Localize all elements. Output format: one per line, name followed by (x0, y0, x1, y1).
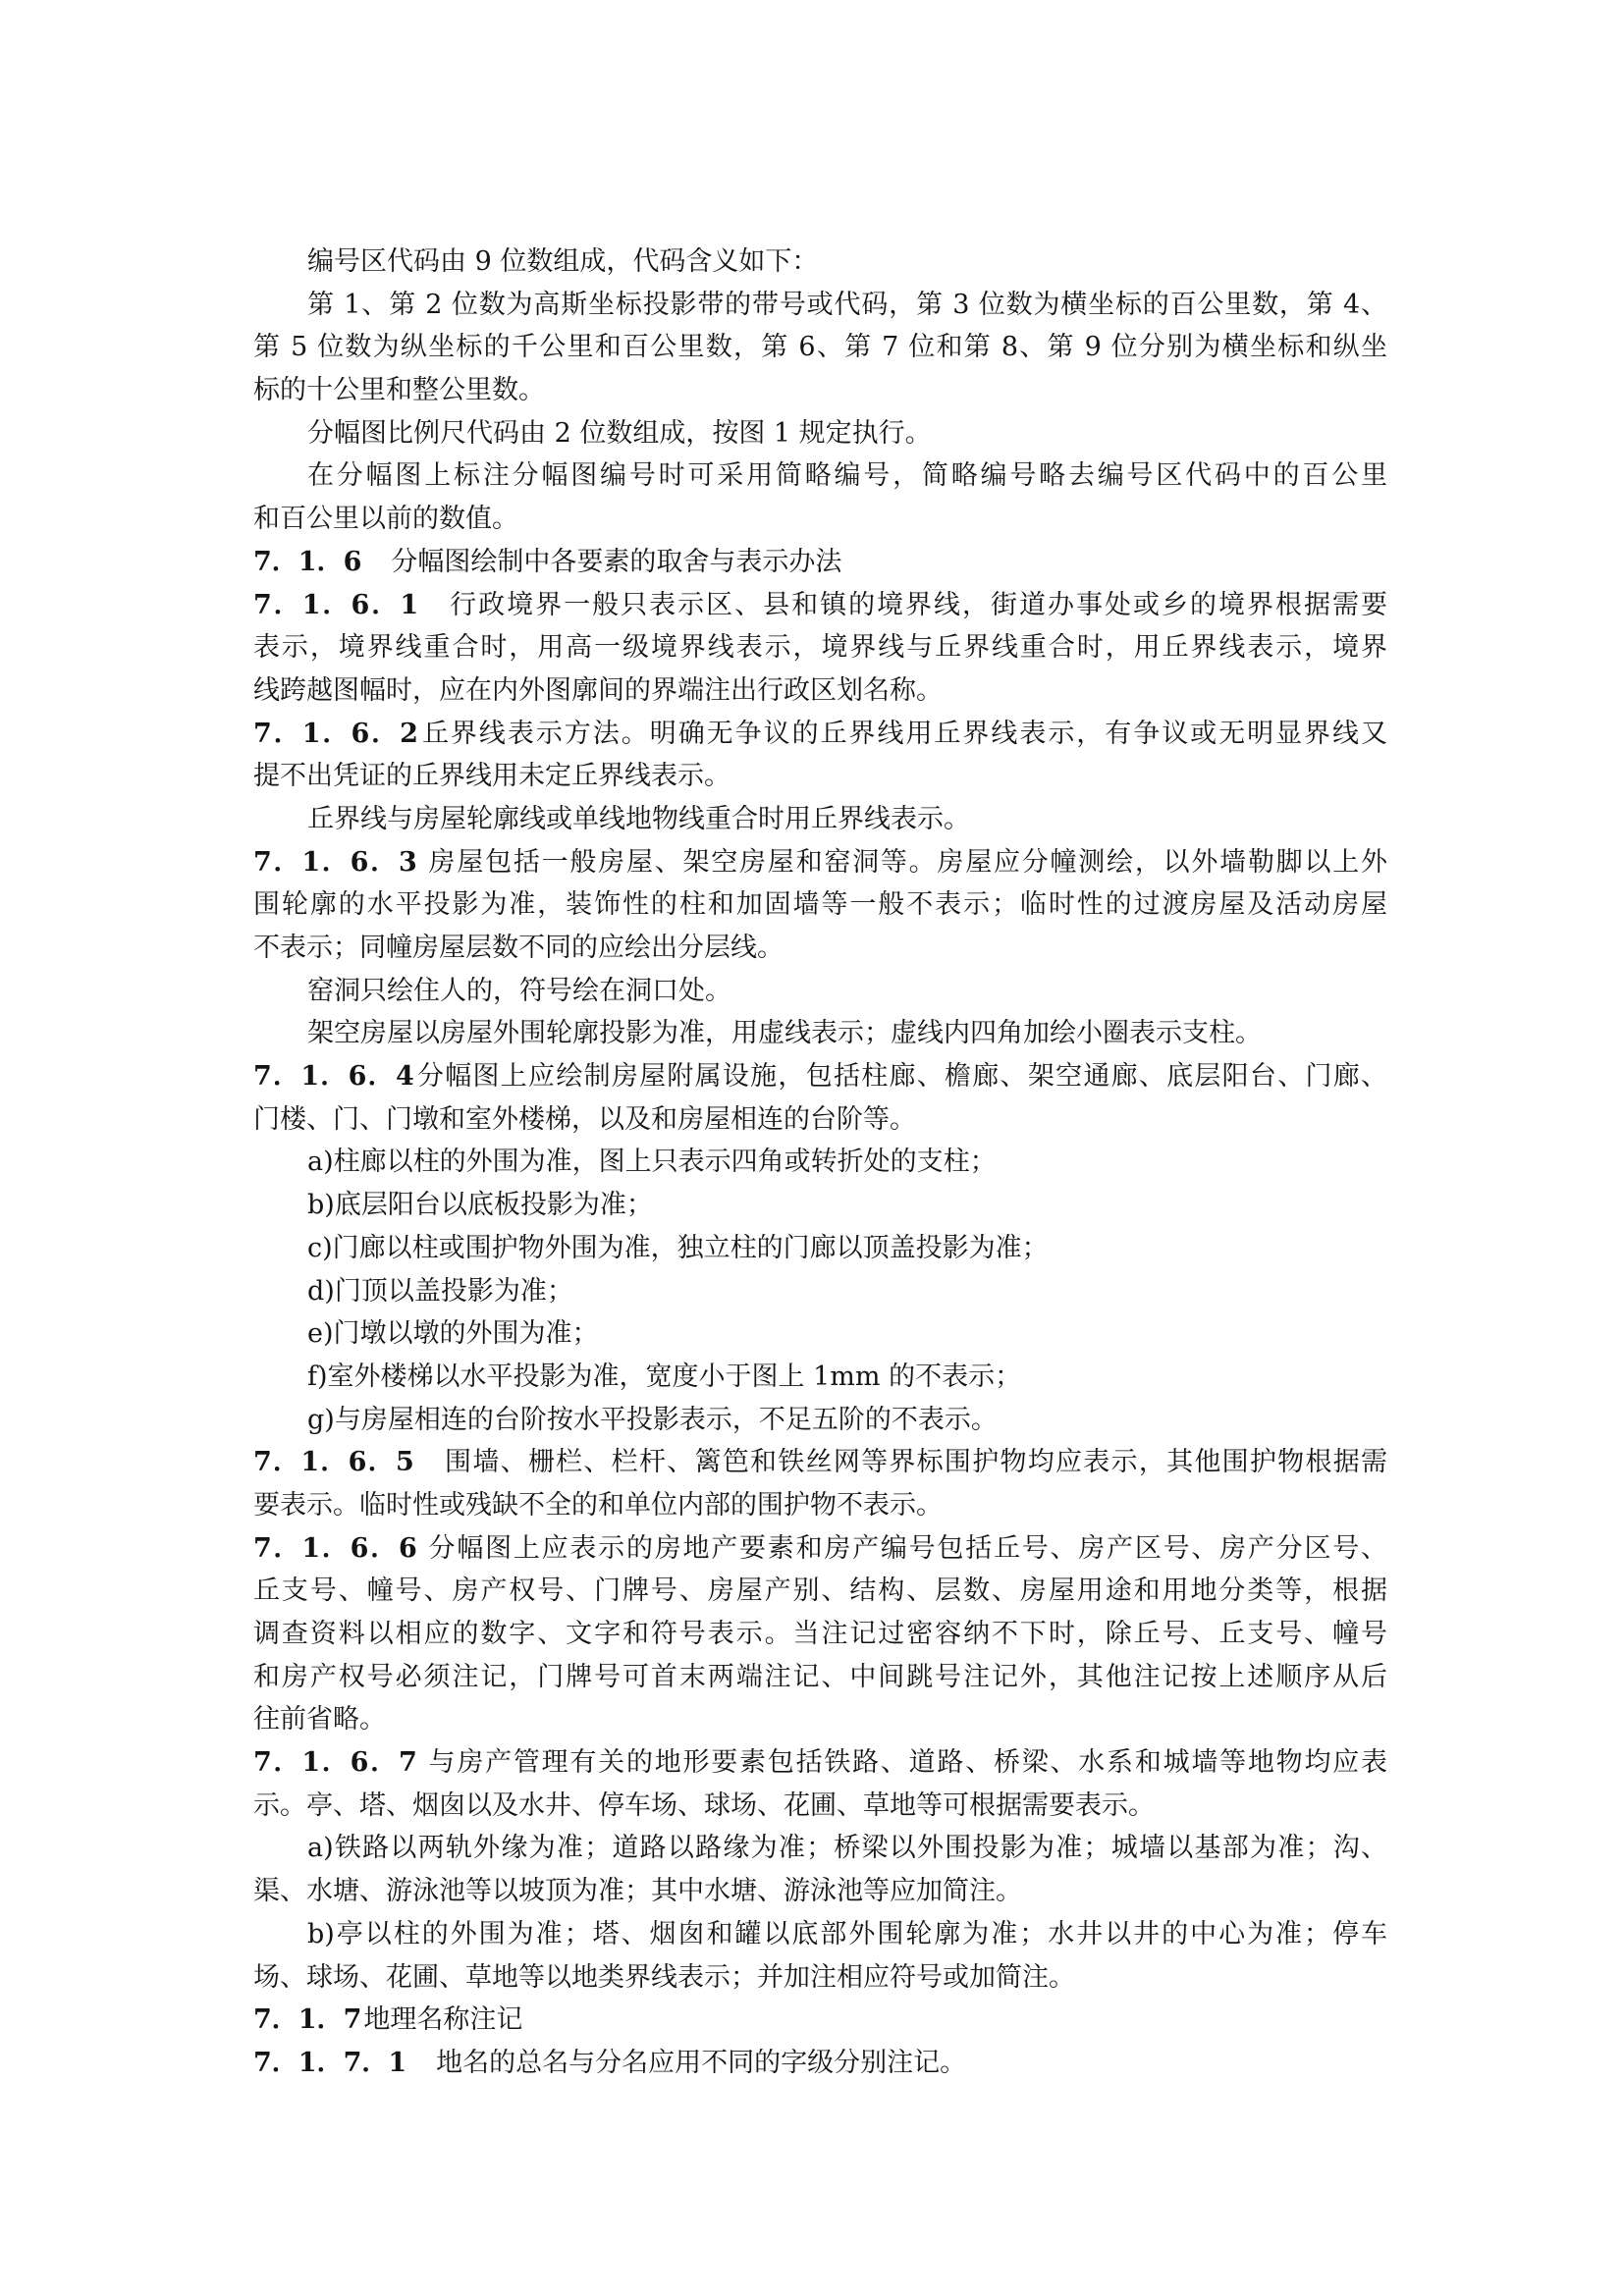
list-item (253, 1913, 1387, 1956)
line-text: 分幅图上应表示的房地产要素和房产编号包括丘号、房产区号、房产分区号、 (426, 1532, 1387, 1564)
text-line (253, 841, 1387, 884)
text-line (253, 669, 1387, 713)
text-line (253, 1870, 1387, 1913)
list-item (253, 1184, 1387, 1227)
text-line (253, 1741, 1387, 1785)
text-line (253, 412, 1387, 455)
line-text: 行政境界一般只表示区、县和镇的境界线，街道办事处或乡的境界根据需要 (448, 589, 1387, 620)
line-text: 地理名称注记 (363, 2004, 523, 2036)
line-text: d)门顶以盖投影为准； (307, 1275, 573, 1307)
text-line (253, 1012, 1387, 1055)
text-line (253, 1055, 1387, 1098)
list-item (253, 1141, 1387, 1184)
text-line (253, 626, 1387, 669)
line-text: 分幅图绘制中各要素的取舍与表示办法 (391, 546, 842, 577)
line-text: 和房产权号必须注记，门牌号可首末两端注记、中间跳号注记外，其他注记按上述顺序从后 (253, 1661, 1387, 1692)
text-line (253, 2042, 1387, 2085)
line-text: b)底层阳台以底板投影为准； (307, 1190, 653, 1221)
text-line (253, 1570, 1387, 1613)
clause-number: 7．1．7．1 (253, 2047, 407, 2078)
line-text: a)铁路以两轨外缘为准；道路以路缘为准；桥梁以外围投影为准；城墙以基部为准；沟、 (307, 1833, 1387, 1864)
list-item (253, 1399, 1387, 1442)
text-line (253, 970, 1387, 1013)
line-text: e)门墩以墩的外围为准； (307, 1318, 599, 1350)
text-line (253, 240, 1387, 284)
list-item (253, 1312, 1387, 1356)
line-text: 调查资料以相应的数字、文字和符号表示。当注记过密容纳不下时，除丘号、丘支号、幢号 (253, 1619, 1387, 1649)
line-text: 和百公里以前的数值。 (253, 504, 518, 535)
list-item (253, 1356, 1387, 1399)
text-line (253, 1484, 1387, 1527)
line-text: 渠、水塘、游泳池等以坡顶为准；其中水塘、游泳池等应加简注。 (253, 1876, 1022, 1907)
clause-number: 7．1．6．1 (253, 589, 419, 620)
line-text: 丘界线与房屋轮廓线或单线地物线重合时用丘界线表示。 (307, 803, 970, 834)
line-text: 丘界线表示方法。明确无争议的丘界线用丘界线表示，有争议或无明显界线又 (419, 718, 1388, 749)
clause-number: 7．1．7 (253, 2004, 362, 2036)
line-text: 要表示。临时性或残缺不全的和单位内部的围护物不表示。 (253, 1489, 943, 1521)
section-heading (253, 1999, 1387, 2042)
line-text: 丘支号、幢号、房产权号、门牌号、房屋产别、结构、层数、房屋用途和用地分类等，根据 (253, 1575, 1387, 1607)
clause-number: 7．1．6．4 (253, 1061, 414, 1093)
line-text: 地名的总名与分名应用不同的字级分别注记。 (436, 2047, 967, 2078)
text-line (253, 798, 1387, 841)
line-text: 第 5 位数为纵坐标的千公里和百公里数，第 6、第 7 位和第 8、第 9 位分别为横坐标和纵坐 (253, 332, 1387, 363)
line-text: 在分幅图上标注分幅图编号时可采用简略编号，简略编号略去编号区代码中的百公里 (307, 460, 1387, 492)
text-line (253, 1098, 1387, 1142)
clause-number: 7．1．6．7 (253, 1747, 417, 1779)
line-text: 门楼、门、门墩和室外楼梯，以及和房屋相连的台阶等。 (253, 1103, 916, 1135)
line-text: g)与房屋相连的台阶按水平投影表示，不足五阶的不表示。 (307, 1404, 998, 1435)
text-line (253, 1785, 1387, 1828)
section-heading (253, 541, 1387, 584)
line-text: 提不出凭证的丘界线用未定丘界线表示。 (253, 761, 730, 792)
clause-number: 7．1．6．6 (253, 1532, 417, 1564)
line-text: 线跨越图幅时，应在内外图廓间的界端注出行政区划名称。 (253, 674, 943, 706)
line-text: 架空房屋以房屋外围轮廓投影为准，用虚线表示；虚线内四角加绘小圈表示支柱。 (307, 1018, 1262, 1049)
line-text: 围墙、栅栏、栏杆、篱笆和铁丝网等界标围护物均应表示，其他围护物根据需 (443, 1447, 1387, 1478)
text-line (253, 927, 1387, 970)
line-text: 窑洞只绘住人的，符号绘在洞口处。 (307, 975, 731, 1006)
text-line (253, 326, 1387, 369)
text-line (253, 713, 1387, 756)
line-text: 示。亭、塔、烟囱以及水井、停车场、球场、花圃、草地等可根据需要表示。 (253, 1789, 1155, 1821)
clause-number: 7．1．6．2 (253, 718, 418, 749)
line-text: 与房产管理有关的地形要素包括铁路、道路、桥梁、水系和城墙等地物均应表 (426, 1747, 1387, 1779)
line-text: c)门廊以柱或围护物外围为准，独立柱的门廊以顶盖投影为准； (307, 1232, 1049, 1263)
line-text: 分幅图比例尺代码由 2 位数组成，按图 1 规定执行。 (307, 417, 932, 449)
line-text: 编号区代码由 9 位数组成，代码含义如下： (307, 246, 819, 277)
line-text: a)柱廊以柱的外围为准，图上只表示四角或转折处的支柱； (307, 1147, 997, 1178)
text-line (253, 284, 1387, 327)
clause-number: 7．1．6．3 (253, 846, 417, 878)
text-line (253, 1613, 1387, 1656)
line-text: 往前省略。 (253, 1704, 386, 1735)
list-item (253, 1827, 1387, 1870)
text-line (253, 1698, 1387, 1741)
clause-number: 7．1．6 (253, 546, 362, 577)
line-text: 围轮廓的水平投影为准，装饰性的柱和加固墙等一般不表示；临时性的过渡房屋及活动房屋 (253, 889, 1387, 921)
text-line (253, 1956, 1387, 2000)
line-text: 标的十公里和整公里数。 (253, 375, 545, 406)
line-text: 场、球场、花圃、草地等以地类界线表示；并加注相应符号或加简注。 (253, 1961, 1075, 1993)
line-text: f)室外楼梯以水平投影为准，宽度小于图上 1mm 的不表示； (307, 1361, 1022, 1392)
line-text: 表示，境界线重合时，用高一级境界线表示，境界线与丘界线重合时，用丘界线表示，境界 (253, 632, 1387, 664)
text-line (253, 498, 1387, 541)
line-text: 分幅图上应绘制房屋附属设施，包括柱廊、檐廊、架空通廊、底层阳台、门廊、 (415, 1061, 1387, 1093)
clause-number: 7．1．6．5 (253, 1447, 414, 1478)
body-text (253, 240, 1387, 2085)
text-line (253, 1441, 1387, 1484)
line-text: 第 1、第 2 位数为高斯坐标投影带的带号或代码，第 3 位数为横坐标的百公里数，第 4、 (307, 289, 1387, 320)
text-line (253, 369, 1387, 412)
line-text: 房屋包括一般房屋、架空房屋和窑洞等。房屋应分幢测绘，以外墙勒脚以上外 (426, 846, 1387, 878)
text-line (253, 1527, 1387, 1571)
line-text: b)亭以柱的外围为准；塔、烟囱和罐以底部外围轮廓为准；水井以井的中心为准；停车 (307, 1918, 1387, 1949)
line-text: 不表示；同幢房屋层数不同的应绘出分层线。 (253, 933, 784, 963)
list-item (253, 1270, 1387, 1313)
text-line (253, 883, 1387, 927)
text-line (253, 1656, 1387, 1699)
list-item (253, 1227, 1387, 1270)
text-line (253, 454, 1387, 498)
text-line (253, 755, 1387, 798)
text-line (253, 584, 1387, 627)
